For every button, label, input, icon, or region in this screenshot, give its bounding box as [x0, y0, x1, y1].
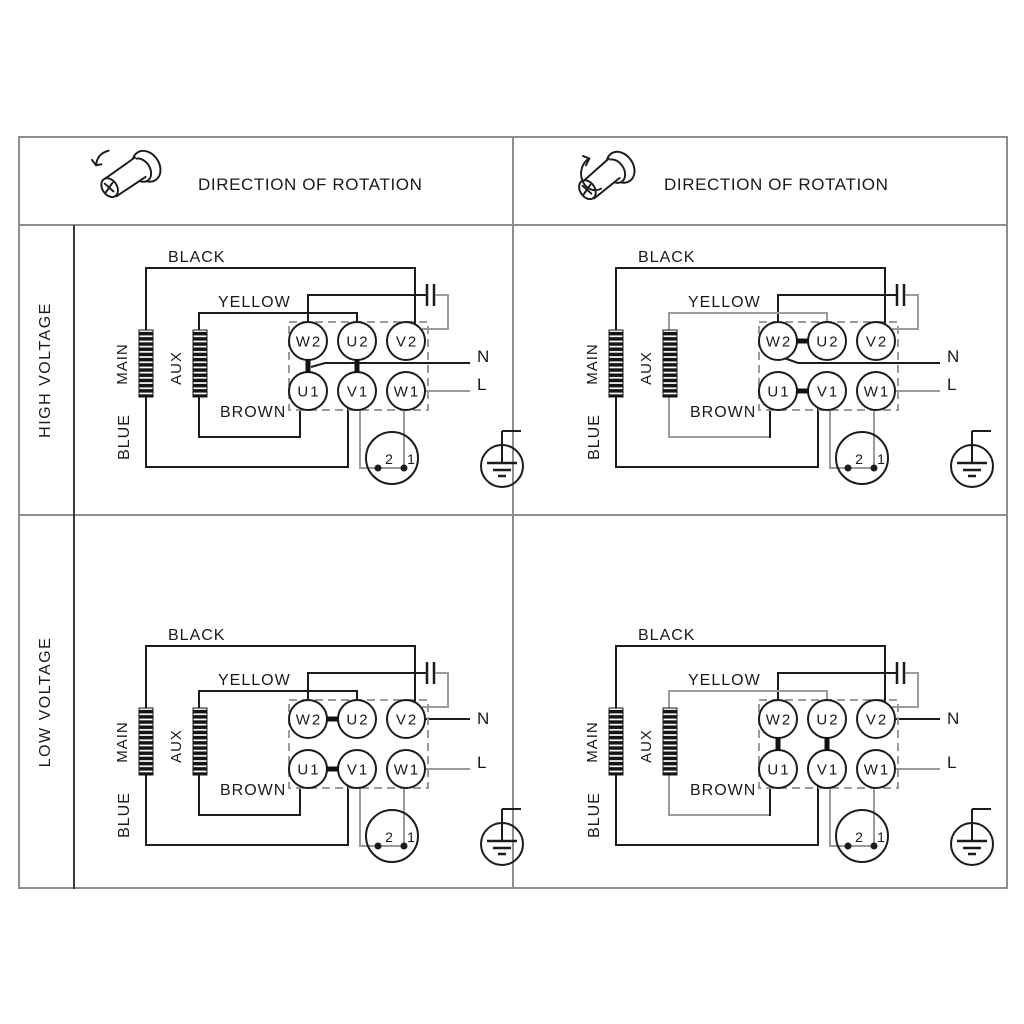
wire-w2-to-capacitor-node — [778, 673, 885, 700]
terminal-label-u1: U1 — [297, 383, 321, 401]
terminal-label-v1: V1 — [816, 761, 840, 779]
terminal-label-v1: V1 — [346, 383, 370, 401]
terminal-label-w1: W1 — [393, 761, 421, 779]
terminal-label-v2: V2 — [865, 711, 889, 729]
protector-terminal-label-2: 2 — [855, 829, 863, 845]
terminal-label-u2: U2 — [346, 711, 370, 729]
terminal-label-v1: V1 — [816, 383, 840, 401]
label-yellow-wire: YELLOW — [218, 294, 291, 311]
motor-rotation-cw-icon — [90, 141, 172, 207]
protector-terminal-label-1: 1 — [877, 451, 885, 467]
label-black-wire: BLACK — [168, 249, 226, 266]
label-yellow-wire: YELLOW — [688, 294, 761, 311]
label-brown-wire: BROWN — [220, 404, 287, 421]
terminal-label-w1: W1 — [393, 383, 421, 401]
protector-terminal-label-1: 1 — [407, 829, 415, 845]
label-main-winding: MAIN — [114, 343, 131, 385]
wire-w2-to-capacitor-node — [308, 673, 415, 700]
main-winding-coil — [609, 708, 623, 775]
section-label-low-voltage: LOW VOLTAGE — [37, 636, 54, 768]
protector-terminal-label-1: 1 — [877, 829, 885, 845]
protector-terminal-label-2: 2 — [385, 451, 393, 467]
terminal-label-u1: U1 — [767, 383, 791, 401]
wiring-diagram-high-voltage-ccw — [540, 228, 1000, 520]
main-winding-coil — [139, 708, 153, 775]
label-blue-wire: BLUE — [116, 414, 133, 460]
label-neutral: N — [947, 709, 960, 728]
label-main-winding: MAIN — [584, 721, 601, 763]
wiring-diagram-high-voltage-cw — [70, 228, 530, 520]
label-yellow-wire: YELLOW — [688, 672, 761, 689]
label-brown-wire: BROWN — [690, 782, 757, 799]
label-brown-wire: BROWN — [690, 404, 757, 421]
label-black-wire: BLACK — [638, 627, 696, 644]
label-line: L — [947, 375, 957, 394]
terminal-label-u2: U2 — [816, 333, 840, 351]
wire-neutral — [311, 363, 470, 367]
label-blue-wire: BLUE — [586, 792, 603, 838]
earth-ground-icon — [951, 431, 993, 487]
label-main-winding: MAIN — [584, 343, 601, 385]
protector-terminal-dot — [375, 843, 382, 850]
terminal-label-w1: W1 — [863, 761, 891, 779]
terminal-label-w2: W2 — [295, 711, 323, 729]
terminal-label-w2: W2 — [295, 333, 323, 351]
terminal-label-u1: U1 — [297, 761, 321, 779]
terminal-label-w2: W2 — [765, 711, 793, 729]
earth-ground-icon — [481, 431, 523, 487]
label-neutral: N — [947, 347, 960, 366]
label-aux-winding: AUX — [168, 729, 185, 763]
label-line: L — [947, 753, 957, 772]
aux-winding-coil — [663, 330, 677, 397]
protector-terminal-dot — [375, 465, 382, 472]
terminal-label-u1: U1 — [767, 761, 791, 779]
diagram-high-voltage-cw — [114, 249, 523, 487]
protector-terminal-label-2: 2 — [385, 829, 393, 845]
header-title-left: DIRECTION OF ROTATION — [198, 175, 423, 194]
header-title-right: DIRECTION OF ROTATION — [664, 175, 889, 194]
terminal-label-v2: V2 — [865, 333, 889, 351]
aux-winding-coil — [663, 708, 677, 775]
protector-terminal-dot — [845, 465, 852, 472]
label-brown-wire: BROWN — [220, 782, 287, 799]
wiring-diagram-low-voltage-cw — [70, 606, 530, 898]
label-black-wire: BLACK — [638, 249, 696, 266]
protector-terminal-label-1: 1 — [407, 451, 415, 467]
main-winding-coil — [609, 330, 623, 397]
label-neutral: N — [477, 709, 490, 728]
wire-w2-to-capacitor-node — [778, 295, 885, 322]
earth-ground-icon — [481, 809, 523, 865]
label-aux-winding: AUX — [638, 729, 655, 763]
terminal-label-w1: W1 — [863, 383, 891, 401]
diagram-low-voltage-ccw — [584, 627, 993, 865]
section-label-high-voltage: HIGH VOLTAGE — [37, 302, 54, 438]
label-neutral: N — [477, 347, 490, 366]
protector-terminal-label-2: 2 — [855, 451, 863, 467]
label-aux-winding: AUX — [168, 351, 185, 385]
terminal-label-v2: V2 — [395, 711, 419, 729]
main-winding-coil — [139, 330, 153, 397]
terminal-label-u2: U2 — [816, 711, 840, 729]
terminal-label-v1: V1 — [346, 761, 370, 779]
label-blue-wire: BLUE — [586, 414, 603, 460]
terminal-label-v2: V2 — [395, 333, 419, 351]
aux-winding-coil — [193, 708, 207, 775]
diagram-low-voltage-cw — [114, 627, 523, 865]
wire-neutral — [784, 358, 940, 363]
motor-rotation-ccw-icon — [562, 140, 644, 214]
aux-winding-coil — [193, 330, 207, 397]
label-yellow-wire: YELLOW — [218, 672, 291, 689]
terminal-label-u2: U2 — [346, 333, 370, 351]
diagram-high-voltage-ccw — [584, 249, 993, 487]
label-line: L — [477, 753, 487, 772]
label-black-wire: BLACK — [168, 627, 226, 644]
wiring-diagram-low-voltage-ccw — [540, 606, 1000, 898]
protector-terminal-dot — [845, 843, 852, 850]
label-blue-wire: BLUE — [116, 792, 133, 838]
terminal-label-w2: W2 — [765, 333, 793, 351]
label-line: L — [477, 375, 487, 394]
label-aux-winding: AUX — [638, 351, 655, 385]
earth-ground-icon — [951, 809, 993, 865]
wire-w2-to-capacitor-node — [308, 295, 415, 322]
label-main-winding: MAIN — [114, 721, 131, 763]
